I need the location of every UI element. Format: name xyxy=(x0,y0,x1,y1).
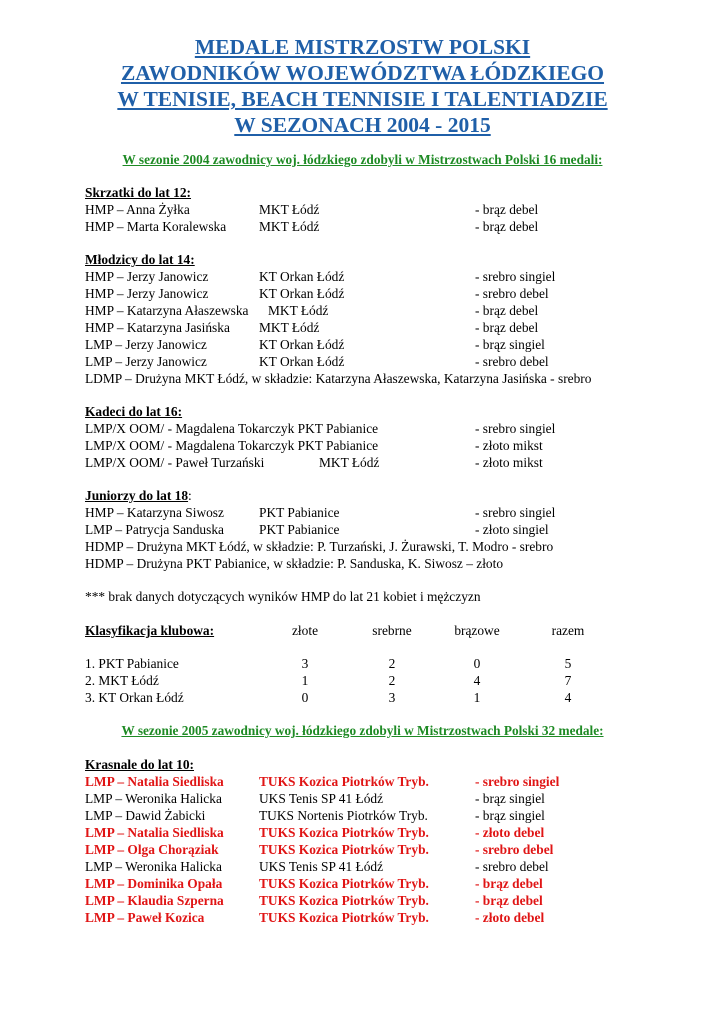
silver-count: 2 xyxy=(388,656,396,671)
athlete-name: HMP – Marta Koralewska xyxy=(85,219,227,234)
athlete-name: LMP – Weronika Halicka xyxy=(85,859,222,874)
total-count: 5 xyxy=(564,656,572,671)
section-heading-juniorzy-text: Juniorzy do lat 18 xyxy=(85,488,189,503)
gold-count: 3 xyxy=(301,656,309,671)
result-row xyxy=(85,268,645,285)
club-name: UKS Tenis SP 41 Łódź xyxy=(259,859,384,874)
result-row xyxy=(85,353,645,370)
athlete-name: LMP – Dominika Opała xyxy=(85,876,223,891)
result-row xyxy=(85,858,645,875)
section-heading-skrzatki: Skrzatki do lat 12: xyxy=(85,185,192,200)
page-title-line-3: W TENISIE, BEACH TENNISIE I TALENTIADZIE xyxy=(117,87,608,111)
club-name: KT Orkan Łódź xyxy=(259,354,345,369)
table-row xyxy=(85,672,645,689)
athlete-name: HMP – Jerzy Janowicz xyxy=(85,286,209,301)
athlete-name: LMP/X OOM/ - Magdalena Tokarczyk PKT Pabianice xyxy=(85,421,379,436)
athlete-name: LMP – Olga Chorąziak xyxy=(85,842,219,857)
result-row xyxy=(85,807,645,824)
silver-count: 3 xyxy=(388,690,396,705)
page-title-line-1: MEDALE MISTRZOSTW POLSKI xyxy=(194,35,531,59)
club-name: MKT Łódź xyxy=(268,303,329,318)
club-name: MKT Łódź xyxy=(319,455,380,470)
medal: - srebro singiel xyxy=(475,269,556,284)
result-row xyxy=(85,790,645,807)
note-text: *** brak danych dotyczących wyników HMP do lat 21 kobiet i mężczyzn xyxy=(85,589,481,604)
col-header-gold: złote xyxy=(291,623,319,638)
athlete-name: HMP – Katarzyna Jasińska xyxy=(85,320,230,335)
athlete-name: LMP/X OOM/ - Magdalena Tokarczyk PKT Pabianice xyxy=(85,438,379,453)
page-title-line-2: ZAWODNIKÓW WOJEWÓDZTWA ŁÓDZKIEGO xyxy=(120,61,605,85)
result-row xyxy=(85,504,645,521)
club-name: KT Orkan Łódź xyxy=(259,286,345,301)
result-row xyxy=(85,454,645,471)
club-name: TUKS Kozica Piotrków Tryb. xyxy=(259,876,429,891)
medal: - srebro debel xyxy=(475,286,549,301)
bronze-count: 4 xyxy=(473,673,481,688)
col-header-bronze: brązowe xyxy=(454,623,500,638)
medal: - srebro singiel xyxy=(475,505,556,520)
medal: - złoto mikst xyxy=(475,455,543,470)
club-name: TUKS Nortenis Piotrków Tryb. xyxy=(259,808,428,823)
section-heading-kadeci: Kadeci do lat 16: xyxy=(85,404,183,419)
medal: - srebro singiel xyxy=(475,421,556,436)
club-classification-header xyxy=(85,622,645,639)
medal: - złoto mikst xyxy=(475,438,543,453)
medal: - brąz debel xyxy=(475,219,539,234)
athlete-name: LMP – Jerzy Janowicz xyxy=(85,354,207,369)
heading-colon: : xyxy=(188,488,192,503)
result-row xyxy=(85,319,645,336)
athlete-name: HMP – Anna Żyłka xyxy=(85,202,190,217)
result-row xyxy=(85,773,645,790)
result-row xyxy=(85,875,645,892)
medal: - brąz debel xyxy=(475,320,539,335)
result-row xyxy=(85,218,645,235)
club-name: UKS Tenis SP 41 Łódź xyxy=(259,791,384,806)
athlete-name: LMP/X OOM/ - Paweł Turzański xyxy=(85,455,265,470)
medal: - złoto debel xyxy=(475,825,545,840)
athlete-name: LMP – Natalia Siedliska xyxy=(85,825,224,840)
medal: - złoto singiel xyxy=(475,522,549,537)
col-header-silver: srebrne xyxy=(372,623,412,638)
classification-heading: Klasyfikacja klubowa: xyxy=(85,623,215,638)
club-name: PKT Pabianice xyxy=(259,522,340,537)
club-name: TUKS Kozica Piotrków Tryb. xyxy=(259,910,429,925)
medal: - srebro singiel xyxy=(475,774,560,789)
bronze-count: 1 xyxy=(473,690,481,705)
medal: - złoto debel xyxy=(475,910,545,925)
medal: - brąz debel xyxy=(475,303,539,318)
team-result: LDMP – Drużyna MKT Łódź, w składzie: Katarzyna Ałaszewska, Katarzyna Jasińska - srebro xyxy=(85,371,592,386)
club-name: TUKS Kozica Piotrków Tryb. xyxy=(259,893,429,908)
result-row xyxy=(85,336,645,353)
page-title-line-4: W SEZONACH 2004 - 2015 xyxy=(234,113,491,137)
athlete-name: LMP – Jerzy Janowicz xyxy=(85,337,207,352)
team-result: HDMP – Drużyna MKT Łódź, w składzie: P. Turzański, J. Żurawski, T. Modro - srebro xyxy=(85,539,554,554)
result-row xyxy=(85,892,645,909)
club-name: MKT Łódź xyxy=(259,219,320,234)
result-row xyxy=(85,824,645,841)
medal: - brąz debel xyxy=(475,893,543,908)
bronze-count: 0 xyxy=(473,656,481,671)
medal: - srebro debel xyxy=(475,354,549,369)
club-name: MKT Łódź xyxy=(259,202,320,217)
club-name: MKT Łódź xyxy=(259,320,320,335)
medal: - srebro debel xyxy=(475,842,554,857)
result-row xyxy=(85,521,645,538)
section-heading-juniorzy xyxy=(85,487,192,504)
season-2004-heading: W sezonie 2004 zawodnicy woj. łódzkiego zdobyli w Mistrzostwach Polski 16 medali: xyxy=(122,152,603,167)
club-name: PKT Pabianice xyxy=(259,505,340,520)
medal: - brąz singiel xyxy=(475,808,545,823)
result-row xyxy=(85,420,645,437)
athlete-name: LMP – Patrycja Sanduska xyxy=(85,522,224,537)
result-row xyxy=(85,909,645,926)
club-name: TUKS Kozica Piotrków Tryb. xyxy=(259,842,429,857)
section-heading-mlodzicy: Młodzicy do lat 14: xyxy=(85,252,195,267)
result-row xyxy=(85,437,645,454)
club-name: TUKS Kozica Piotrków Tryb. xyxy=(259,774,429,789)
season-2005-heading: W sezonie 2005 zawodnicy woj. łódzkiego zdobyli w Mistrzostwach Polski 32 medale: xyxy=(121,723,604,738)
section-heading-krasnale: Krasnale do lat 10: xyxy=(85,757,194,772)
athlete-name: LMP – Paweł Kozica xyxy=(85,910,205,925)
club-name: 3. KT Orkan Łódź xyxy=(85,690,184,705)
total-count: 4 xyxy=(564,690,572,705)
club-name: KT Orkan Łódź xyxy=(259,337,345,352)
result-row xyxy=(85,841,645,858)
gold-count: 1 xyxy=(301,673,309,688)
silver-count: 2 xyxy=(388,673,396,688)
athlete-name: LMP – Klaudia Szperna xyxy=(85,893,224,908)
athlete-name: LMP – Weronika Halicka xyxy=(85,791,222,806)
medal: - brąz debel xyxy=(475,202,539,217)
medal: - brąz singiel xyxy=(475,791,545,806)
club-name: TUKS Kozica Piotrków Tryb. xyxy=(259,825,429,840)
result-row xyxy=(85,285,645,302)
table-row xyxy=(85,689,645,706)
athlete-name: HMP – Jerzy Janowicz xyxy=(85,269,209,284)
medal: - brąz singiel xyxy=(475,337,545,352)
medal: - brąz debel xyxy=(475,876,543,891)
club-name: 2. MKT Łódź xyxy=(85,673,159,688)
result-row xyxy=(85,302,645,319)
club-name: KT Orkan Łódź xyxy=(259,269,345,284)
team-result: HDMP – Drużyna PKT Pabianice, w składzie: P. Sanduska, K. Siwosz – złoto xyxy=(85,556,504,571)
total-count: 7 xyxy=(564,673,572,688)
col-header-total: razem xyxy=(551,623,585,638)
result-row xyxy=(85,201,645,218)
medal: - srebro debel xyxy=(475,859,549,874)
gold-count: 0 xyxy=(301,690,309,705)
club-name: 1. PKT Pabianice xyxy=(85,656,179,671)
table-row xyxy=(85,655,645,672)
athlete-name: HMP – Katarzyna Siwosz xyxy=(85,505,224,520)
athlete-name: HMP – Katarzyna Ałaszewska xyxy=(85,303,249,318)
athlete-name: LMP – Natalia Siedliska xyxy=(85,774,224,789)
athlete-name: LMP – Dawid Żabicki xyxy=(85,808,206,823)
